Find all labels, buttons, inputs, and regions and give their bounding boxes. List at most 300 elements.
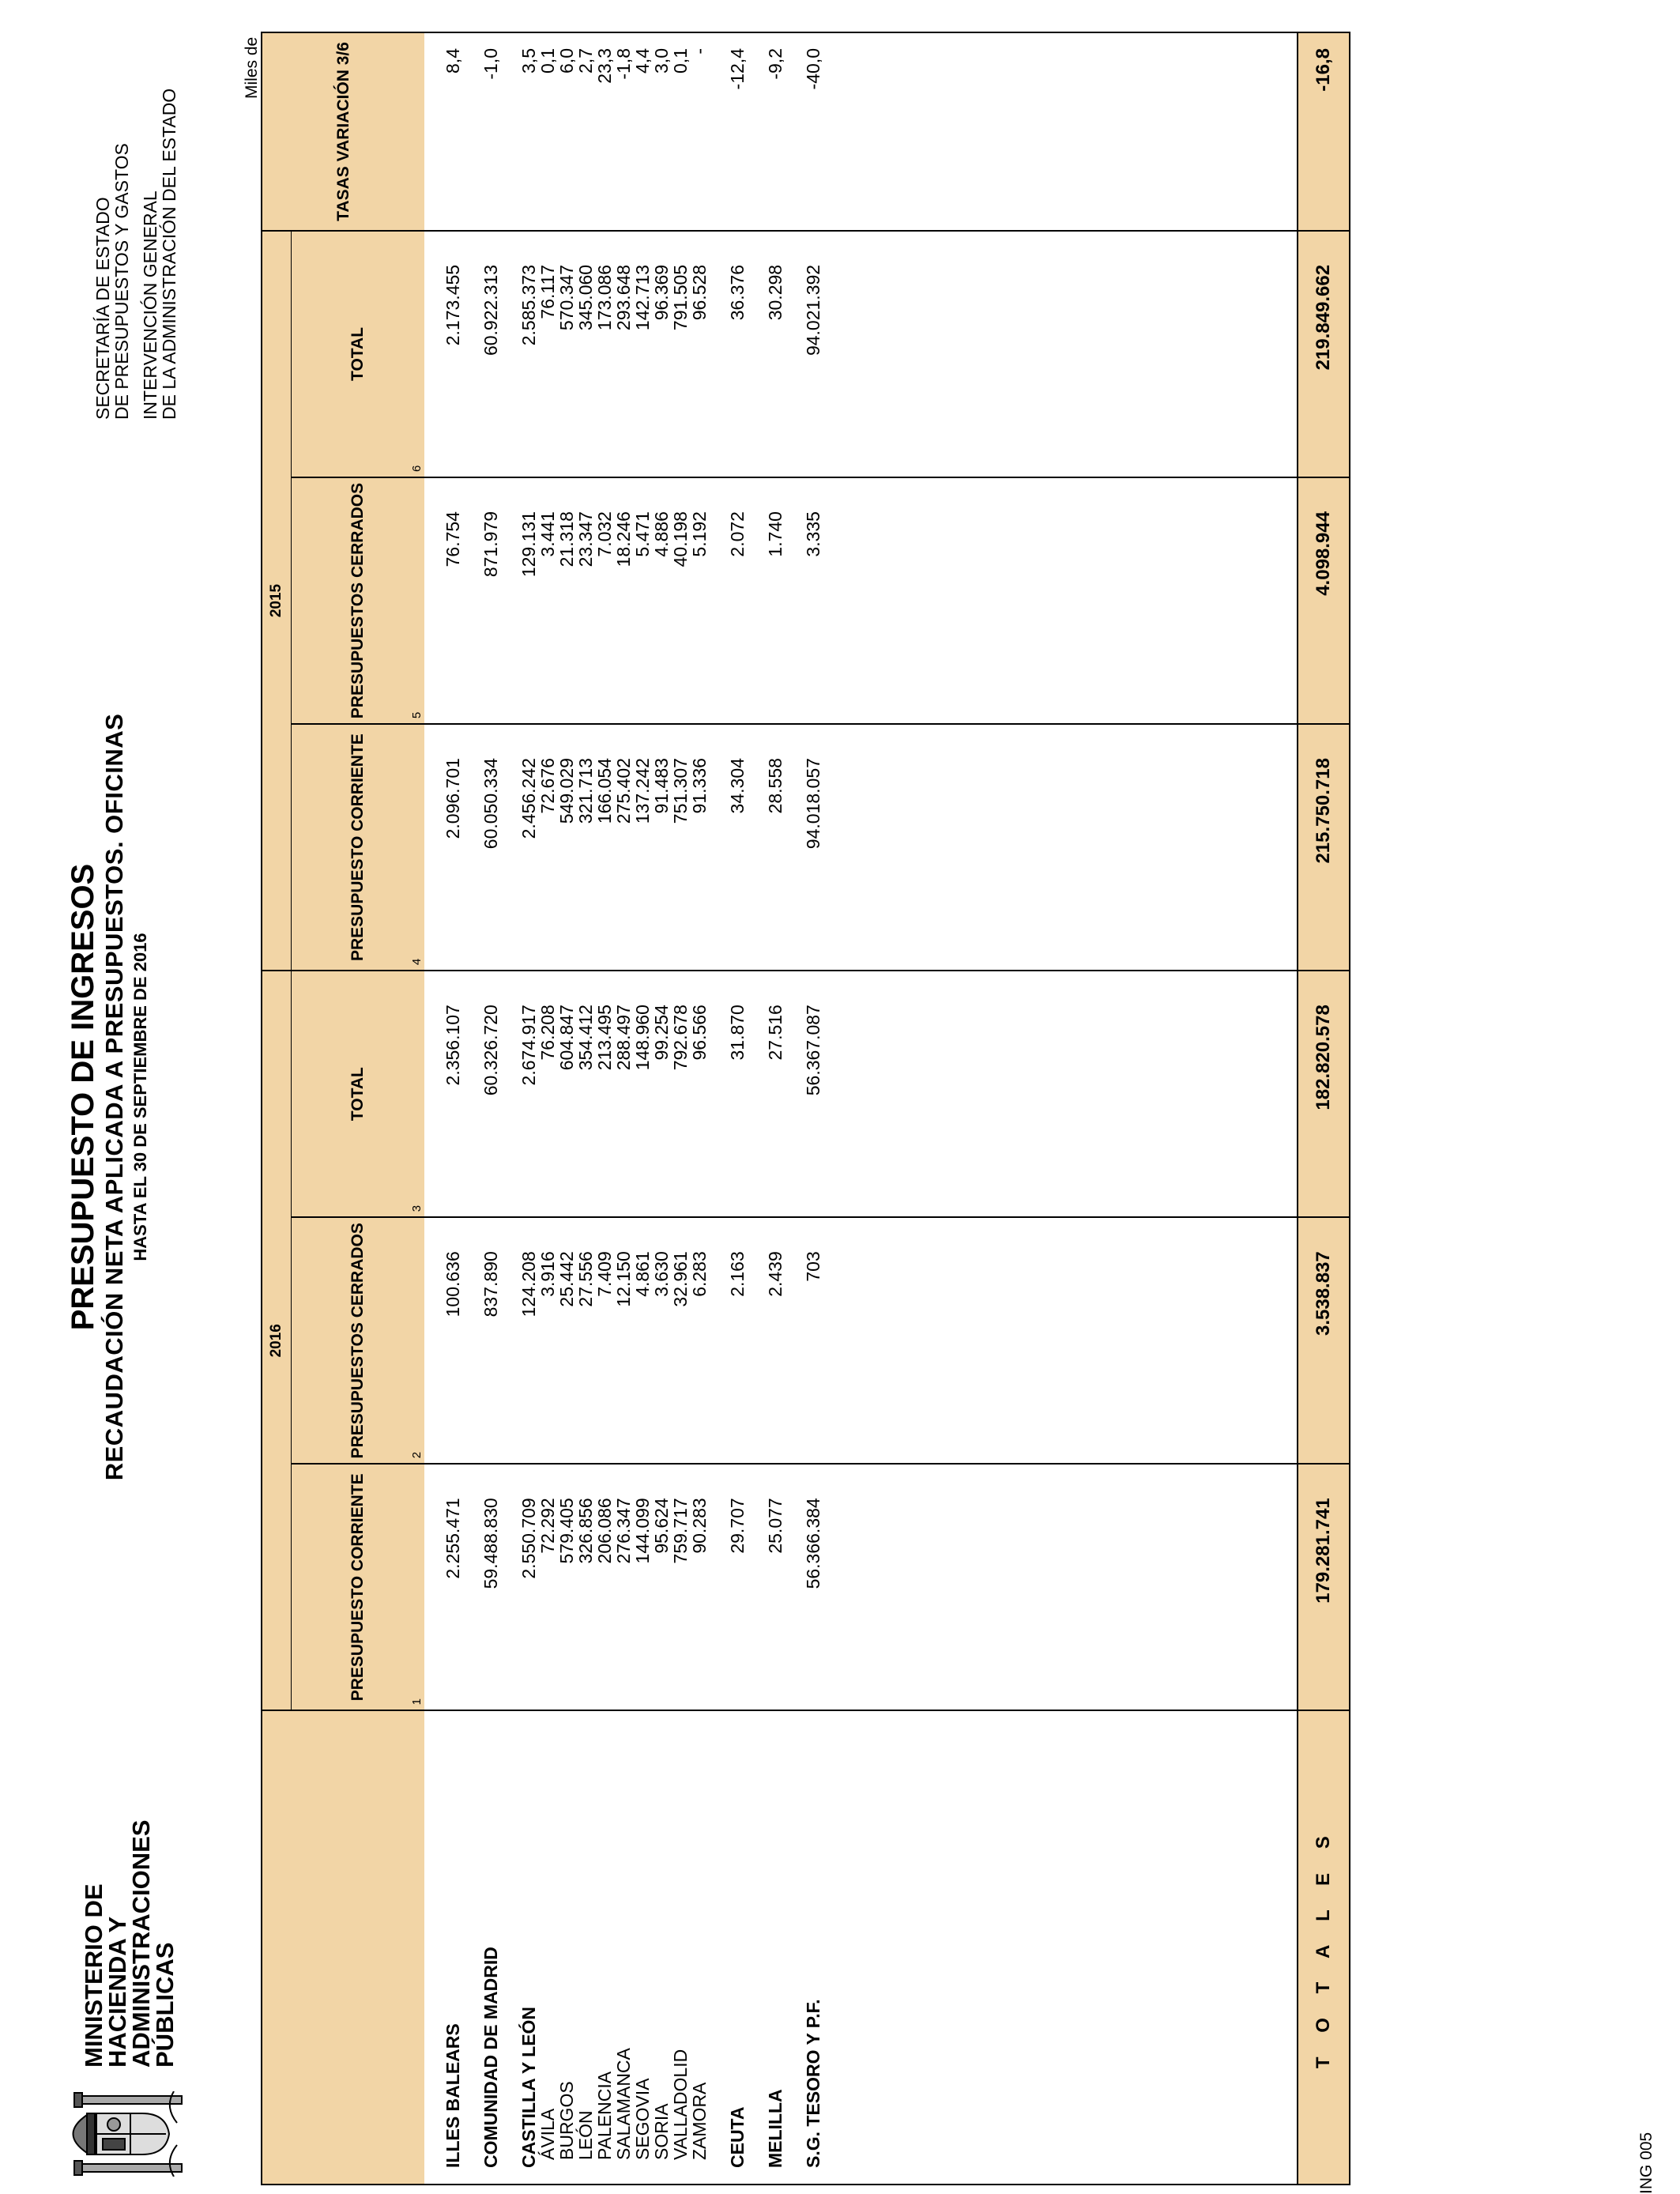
spacer-cell [880, 32, 898, 231]
spacer-cell [861, 1217, 880, 1464]
value-cell: 25.077 [766, 1464, 785, 1710]
spacer-cell [993, 1217, 1012, 1464]
spacer-cell [842, 724, 861, 971]
spacer-cell [1069, 971, 1088, 1217]
table-row [614, 32, 633, 2185]
rate-header: TASAS VARIACIÓN 3/6 [262, 32, 424, 231]
value-cell: 2.072 [728, 477, 747, 724]
spacer-cell [424, 971, 443, 1217]
value-cell: 137.242 [633, 724, 652, 971]
spacer-cell [1031, 32, 1050, 231]
spacer-cell [785, 231, 804, 477]
value-cell: 6.283 [690, 1217, 709, 1464]
spacer-cell [1259, 477, 1278, 724]
value-cell: 871.979 [481, 477, 500, 724]
spacer-cell [1050, 32, 1069, 231]
spacer-cell [917, 32, 936, 231]
row-label: ÁVILA [538, 1710, 557, 2185]
table-row [576, 32, 595, 2185]
rate-cell: -40,0 [804, 32, 823, 231]
spacer-cell [974, 1464, 993, 1710]
spacer-cell [747, 231, 766, 477]
column-number: 1 [410, 1698, 424, 1706]
spacer-cell [1259, 971, 1278, 1217]
row-label: ILLES BALEARS [443, 1710, 462, 2185]
spacer-cell [424, 724, 443, 971]
spacer-cell [1126, 1710, 1145, 2185]
spacer-cell [1050, 1464, 1069, 1710]
value-cell: 60.922.313 [481, 231, 500, 477]
spacer-row [1107, 32, 1126, 2185]
value-cell: 27.516 [766, 971, 785, 1217]
spacer-cell [974, 477, 993, 724]
spacer-cell [1031, 1710, 1050, 2185]
column-number: 5 [410, 711, 424, 719]
value-cell: 166.054 [595, 724, 614, 971]
spacer-cell [880, 477, 898, 724]
spacer-cell [1050, 1217, 1069, 1464]
table-row [652, 32, 671, 2185]
spacer-cell [1164, 1464, 1183, 1710]
table-row [728, 32, 747, 2185]
value-cell: 59.488.830 [481, 1464, 500, 1710]
spacer-cell [1202, 32, 1221, 231]
value-cell: 276.347 [614, 1464, 633, 1710]
spacer-cell [917, 477, 936, 724]
col-total-2016 [292, 971, 425, 1217]
spacer-cell [974, 1710, 993, 2185]
table-row [538, 32, 557, 2185]
spacer-row [936, 32, 955, 2185]
row-label: SALAMANCA [614, 1710, 633, 2185]
col-header-text: TOTAL [348, 1067, 367, 1122]
spacer-cell [1145, 971, 1164, 1217]
spacer-cell [955, 231, 974, 477]
spacer-cell [500, 724, 519, 971]
column-number: 6 [410, 465, 424, 473]
rate-cell: 23,3 [595, 32, 614, 231]
rate-cell: 0,1 [671, 32, 690, 231]
value-cell: 21.318 [557, 477, 576, 724]
spacer-cell [1107, 32, 1126, 231]
spacer-cell [1088, 1464, 1107, 1710]
spacer-cell [1202, 477, 1221, 724]
spacer-cell [1145, 32, 1164, 231]
spacer-row [880, 32, 898, 2185]
value-cell: 99.254 [652, 971, 671, 1217]
table-row [595, 32, 614, 2185]
spacer-cell [936, 231, 955, 477]
spacer-cell [1012, 1217, 1031, 1464]
spacer-row [823, 32, 842, 2185]
col-total-2015 [292, 231, 425, 477]
totals-value-cell: 179.281.741 [1298, 1464, 1350, 1710]
totals-value-cell: 215.750.718 [1298, 724, 1350, 971]
spacer-cell [785, 1464, 804, 1710]
row-label: S.G. TESORO Y P.F. [804, 1710, 823, 2185]
col-cerrados-2015 [292, 477, 425, 724]
rate-cell: 8,4 [443, 32, 462, 231]
rate-cell: 3,0 [652, 32, 671, 231]
column-number: 2 [410, 1451, 424, 1459]
spacer-cell [1012, 477, 1031, 724]
spacer-row [1126, 32, 1145, 2185]
spacer-cell [1221, 724, 1240, 971]
spacer-cell [955, 477, 974, 724]
spacer-cell [1278, 231, 1298, 477]
value-cell: 5.471 [633, 477, 652, 724]
spacer-cell [823, 724, 842, 971]
spacer-cell [747, 1710, 766, 2185]
spacer-cell [880, 724, 898, 971]
spacer-cell [1278, 1217, 1298, 1464]
spacer-cell [1050, 231, 1069, 477]
spacer-row [1031, 32, 1050, 2185]
spacer-cell [1259, 1217, 1278, 1464]
spacer-cell [1183, 1710, 1202, 2185]
value-cell: 25.442 [557, 1217, 576, 1464]
spacer-cell [993, 724, 1012, 971]
spacer-cell [709, 1217, 728, 1464]
rate-cell: - [690, 32, 709, 231]
spacer-cell [898, 231, 917, 477]
spacer-cell [462, 477, 481, 724]
spacer-cell [462, 1710, 481, 2185]
spacer-cell [842, 1217, 861, 1464]
spacer-cell [1126, 1464, 1145, 1710]
spacer-cell [1107, 971, 1126, 1217]
spacer-cell [1069, 231, 1088, 477]
spacer-cell [1069, 1464, 1088, 1710]
spacer-cell [424, 1710, 443, 2185]
row-label: BURGOS [557, 1710, 576, 2185]
value-cell: 36.376 [728, 231, 747, 477]
row-label: CEUTA [728, 1710, 747, 2185]
spacer-cell [917, 1464, 936, 1710]
spacer-row [709, 32, 728, 2185]
spacer-row [1012, 32, 1031, 2185]
spacer-cell [1278, 971, 1298, 1217]
spacer-cell [1012, 1464, 1031, 1710]
value-cell: 570.347 [557, 231, 576, 477]
table-row [481, 32, 500, 2185]
report-date: HASTA EL 30 DE SEPTIEMBRE DE 2016 [130, 933, 150, 1261]
spacer-cell [424, 1217, 443, 1464]
spacer-cell [1107, 477, 1126, 724]
spacer-cell [500, 1710, 519, 2185]
value-cell: 2.456.242 [519, 724, 538, 971]
spacer-row [1221, 32, 1240, 2185]
value-cell: 3.335 [804, 477, 823, 724]
spacer-row [1202, 32, 1221, 2185]
spacer-cell [709, 1710, 728, 2185]
table-body [424, 32, 1350, 2185]
value-cell: 96.528 [690, 231, 709, 477]
col-cerrados-2016 [292, 1217, 425, 1464]
spacer-cell [709, 724, 728, 971]
value-cell: 76.117 [538, 231, 557, 477]
spacer-cell [861, 971, 880, 1217]
secretaria-line: DE LA ADMINISTRACIÓN DEL ESTADO [159, 88, 179, 420]
spacer-row [1145, 32, 1164, 2185]
value-cell: 2.173.455 [443, 231, 462, 477]
report-subtitle: RECAUDACIÓN NETA APLICADA A PRESUPUESTOS. OFICINAS [100, 713, 128, 1481]
value-cell: 95.624 [652, 1464, 671, 1710]
spacer-cell [1240, 1710, 1259, 2185]
spacer-cell [1240, 1464, 1259, 1710]
spacer-cell [993, 477, 1012, 724]
spacer-row [1088, 32, 1107, 2185]
totals-row [1298, 32, 1350, 2185]
spacer-cell [1202, 1217, 1221, 1464]
spacer-cell [1221, 971, 1240, 1217]
spacer-cell [709, 231, 728, 477]
spacer-cell [936, 724, 955, 971]
row-label: ZAMORA [690, 1710, 709, 2185]
rate-cell: 6,0 [557, 32, 576, 231]
col-corriente-2016 [292, 1464, 425, 1710]
spacer-cell [1145, 1217, 1164, 1464]
value-cell: 4.886 [652, 477, 671, 724]
spacer-cell [1126, 971, 1145, 1217]
spacer-cell [1145, 1710, 1164, 2185]
value-cell: 29.707 [728, 1464, 747, 1710]
value-cell: 3.441 [538, 477, 557, 724]
spacer-cell [1145, 477, 1164, 724]
spacer-cell [1278, 477, 1298, 724]
spacer-cell [462, 724, 481, 971]
spacer-row [424, 32, 443, 2185]
secretaria-line: INTERVENCIÓN GENERAL [140, 190, 160, 420]
value-cell: 751.307 [671, 724, 690, 971]
spacer-cell [424, 231, 443, 477]
spacer-cell [1031, 971, 1050, 1217]
spacer-cell [1240, 1217, 1259, 1464]
spacer-cell [823, 477, 842, 724]
spacer-row [1050, 32, 1069, 2185]
units-label: Miles de [243, 36, 261, 99]
value-cell: 23.347 [576, 477, 595, 724]
value-cell: 76.208 [538, 971, 557, 1217]
value-cell: 76.754 [443, 477, 462, 724]
value-cell: 91.336 [690, 724, 709, 971]
spacer-cell [1164, 477, 1183, 724]
spacer-row [462, 32, 481, 2185]
row-label: PALENCIA [595, 1710, 614, 2185]
ministry-line: PÚBLICAS [151, 1942, 179, 2068]
spacer-cell [880, 1217, 898, 1464]
value-cell: 354.412 [576, 971, 595, 1217]
col-corriente-2015 [292, 724, 425, 971]
value-cell: 32.961 [671, 1217, 690, 1464]
value-cell: 40.198 [671, 477, 690, 724]
spacer-cell [861, 724, 880, 971]
rate-cell: 2,7 [576, 32, 595, 231]
spacer-cell [974, 971, 993, 1217]
value-cell: 96.566 [690, 971, 709, 1217]
spacer-cell [823, 1217, 842, 1464]
spacer-cell [861, 32, 880, 231]
value-cell: 579.405 [557, 1464, 576, 1710]
table-row [804, 32, 823, 2185]
value-cell: 345.060 [576, 231, 595, 477]
spacer-cell [861, 477, 880, 724]
report-title: PRESUPUESTO DE INGRESOS [66, 863, 100, 1331]
spacer-cell [880, 1464, 898, 1710]
spacer-cell [861, 1464, 880, 1710]
spacer-cell [747, 1217, 766, 1464]
value-cell: 2.163 [728, 1217, 747, 1464]
spacer-cell [500, 1217, 519, 1464]
value-cell: 1.740 [766, 477, 785, 724]
spacer-row [917, 32, 936, 2185]
spacer-cell [898, 971, 917, 1217]
secretaria-block [93, 89, 179, 420]
spacer-cell [1050, 477, 1069, 724]
spacer-cell [842, 32, 861, 231]
spacer-row [1240, 32, 1259, 2185]
spacer-cell [842, 1464, 861, 1710]
value-cell: 2.585.373 [519, 231, 538, 477]
value-cell: 2.255.471 [443, 1464, 462, 1710]
spacer-cell [1221, 477, 1240, 724]
value-cell: 34.304 [728, 724, 747, 971]
spacer-cell [1164, 32, 1183, 231]
spacer-cell [880, 1710, 898, 2185]
spacer-cell [1107, 231, 1126, 477]
spacer-cell [1107, 1464, 1126, 1710]
row-label: MELILLA [766, 1710, 785, 2185]
value-cell: 142.713 [633, 231, 652, 477]
value-cell: 94.021.392 [804, 231, 823, 477]
spacer-cell [1050, 724, 1069, 971]
spacer-cell [1164, 1710, 1183, 2185]
spacer-cell [1107, 724, 1126, 971]
spacer-row [974, 32, 993, 2185]
value-cell: 27.556 [576, 1217, 595, 1464]
spacer-cell [955, 1217, 974, 1464]
value-cell: 31.870 [728, 971, 747, 1217]
spacer-cell [709, 477, 728, 724]
column-number: 4 [410, 958, 424, 966]
spacer-cell [1031, 1217, 1050, 1464]
value-cell: 213.495 [595, 971, 614, 1217]
totals-value-cell: 182.820.578 [1298, 971, 1350, 1217]
spacer-cell [898, 477, 917, 724]
spacer-cell [424, 32, 443, 231]
spacer-cell [955, 724, 974, 971]
value-cell: 604.847 [557, 971, 576, 1217]
value-cell: 837.890 [481, 1217, 500, 1464]
spacer-cell [1259, 1464, 1278, 1710]
ministry-line: MINISTERIO DE [80, 1883, 107, 2068]
rate-cell: -1,8 [614, 32, 633, 231]
spacer-row [500, 32, 519, 2185]
spacer-cell [1088, 1710, 1107, 2185]
spacer-cell [785, 1710, 804, 2185]
col-header-text: PRESUPUESTO CORRIENTE [348, 733, 367, 962]
spacer-cell [462, 971, 481, 1217]
spacer-cell [917, 971, 936, 1217]
spacer-cell [842, 1710, 861, 2185]
spacer-cell [880, 231, 898, 477]
spacer-cell [500, 231, 519, 477]
spacer-cell [1126, 724, 1145, 971]
spacer-cell [1259, 1710, 1278, 2185]
value-cell: 91.483 [652, 724, 671, 971]
col-header-text: TOTAL [348, 326, 367, 381]
spacer-cell [1202, 971, 1221, 1217]
spacer-cell [974, 32, 993, 231]
spacer-cell [424, 477, 443, 724]
spacer-cell [1183, 231, 1202, 477]
ministry-line: ADMINISTRACIONES [127, 1819, 155, 2068]
value-cell: 7.032 [595, 477, 614, 724]
column-number: 3 [410, 1204, 424, 1212]
spacer-cell [898, 1710, 917, 2185]
spacer-cell [1240, 32, 1259, 231]
spacer-cell [936, 32, 955, 231]
col-header-text: PRESUPUESTOS CERRADOS [348, 1223, 367, 1459]
spacer-row [898, 32, 917, 2185]
value-cell: 288.497 [614, 971, 633, 1217]
spacer-cell [955, 971, 974, 1217]
value-cell: 275.402 [614, 724, 633, 971]
spacer-cell [993, 32, 1012, 231]
spacer-cell [1221, 32, 1240, 231]
spacer-cell [1202, 231, 1221, 477]
spacer-cell [936, 477, 955, 724]
spacer-cell [1183, 32, 1202, 231]
row-label: SORIA [652, 1710, 671, 2185]
value-cell: 72.676 [538, 724, 557, 971]
spacer-cell [1183, 971, 1202, 1217]
spacer-cell [1107, 1217, 1126, 1464]
spacer-cell [1012, 971, 1031, 1217]
value-cell: 173.086 [595, 231, 614, 477]
spacer-cell [936, 1464, 955, 1710]
value-cell: 2.096.701 [443, 724, 462, 971]
spacer-cell [1164, 1217, 1183, 1464]
table-row [690, 32, 709, 2185]
spacer-cell [1221, 1217, 1240, 1464]
spacer-cell [936, 1217, 955, 1464]
value-cell: 4.861 [633, 1217, 652, 1464]
spacer-cell [1088, 1217, 1107, 1464]
spacer-cell [1240, 477, 1259, 724]
totals-value-cell: 3.538.837 [1298, 1217, 1350, 1464]
spacer-cell [917, 1710, 936, 2185]
spacer-cell [917, 724, 936, 971]
spacer-cell [785, 724, 804, 971]
spacer-cell [1221, 1710, 1240, 2185]
value-cell: 124.208 [519, 1217, 538, 1464]
spacer-cell [709, 32, 728, 231]
spacer-cell [1164, 724, 1183, 971]
spacer-cell [1069, 32, 1088, 231]
value-cell: 792.678 [671, 971, 690, 1217]
row-label: COMUNIDAD DE MADRID [481, 1710, 500, 2185]
spacer-cell [1240, 971, 1259, 1217]
spacer-cell [747, 477, 766, 724]
footer-code: ING 005 [1637, 2132, 1656, 2194]
spacer-row [1259, 32, 1278, 2185]
spacer-cell [1012, 724, 1031, 971]
value-cell: 7.409 [595, 1217, 614, 1464]
spacer-cell [823, 32, 842, 231]
spacer-cell [1202, 1464, 1221, 1710]
totals-label: T O T A L E S [1298, 1710, 1350, 2185]
